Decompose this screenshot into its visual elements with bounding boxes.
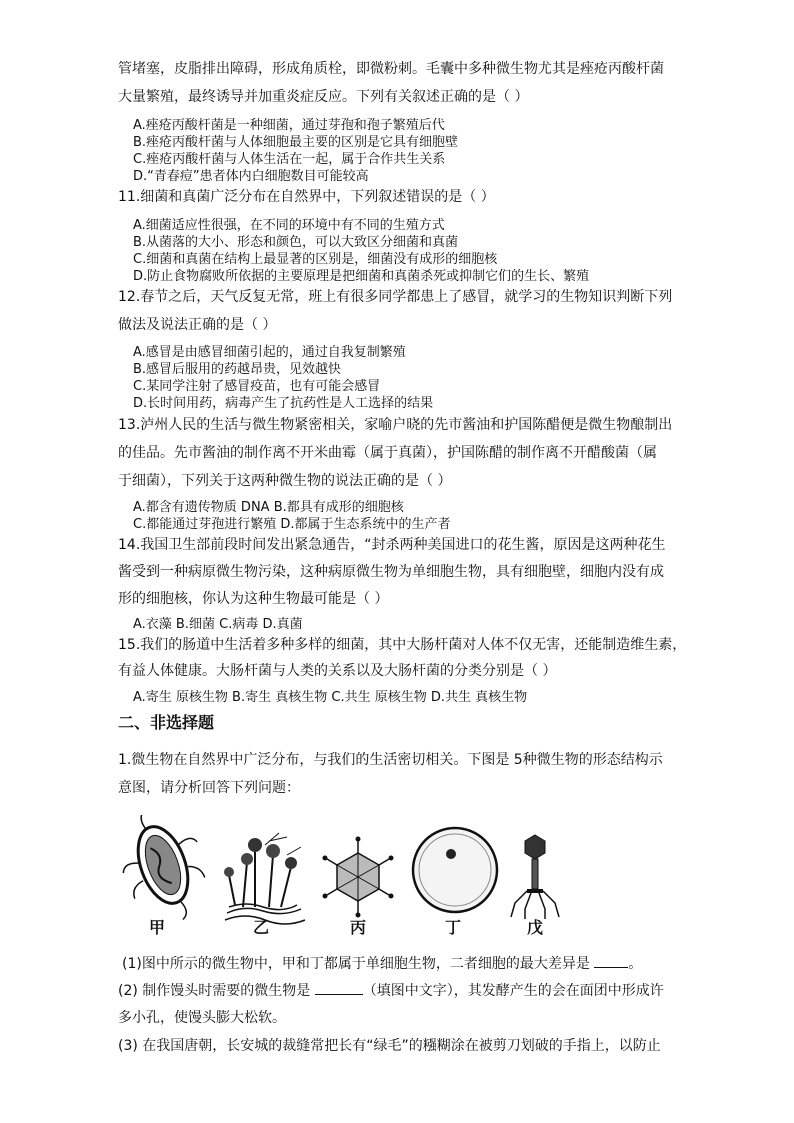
option-c: C.痤疮丙酸杆菌与人体生活在一起，属于合作共生关系: [133, 152, 446, 167]
subquestion-3: (3) 在我国唐朝，长安城的裁缝常把长有“绿毛”的糨糊涂在被剪刀划破的手指上，以防止: [118, 1038, 661, 1054]
subquestion-2-cont: 多小孔，使馒头膨大松软。: [118, 1010, 286, 1026]
subquestion-1-text: (1)图中所示的微生物中，甲和丁都属于单细胞生物，二者细胞的最大差异是: [122, 956, 590, 972]
option-b: B.感冒后服用的药越昂贵，见效越快: [133, 362, 342, 377]
question-14-stem-cont: 形的细胞核，你认为这种生物最可能是（ ）: [118, 591, 389, 607]
question-13-stem-cont: 于细菌），下列关于这两种微生物的说法正确的是（ ）: [118, 473, 452, 489]
options-abcd: A.寄生 原核生物 B.寄生 真核生物 C.共生 原核生物 D.共生 真核生物: [133, 690, 528, 705]
question-12-stem: 12.春节之后，天气反复无常，班上有很多同学都患上了感冒，就学习的生物知识判断下列: [118, 289, 673, 305]
virus-drawing: [323, 837, 394, 918]
figure-label-yi: 乙: [253, 918, 270, 937]
question-14-stem: 14.我国卫生部前段时间发出紧急通告，“封杀两种美国进口的花生酱，原因是这两种花生: [118, 537, 666, 553]
figure-label-wu: 戊: [527, 918, 544, 937]
option-c: C.某同学注射了感冒疫苗，也有可能会感冒: [133, 379, 381, 394]
option-a: A.感冒是由感冒细菌引起的，通过自我复制繁殖: [133, 345, 406, 360]
bacterium-drawing: [115, 815, 220, 933]
answer-blank[interactable]: [315, 982, 363, 995]
mold-drawing: [224, 833, 305, 924]
options-cd: C.都能通过芽孢进行繁殖 D.都属于生态系统中的生产者: [133, 517, 451, 532]
option-d: D.长时间用药，病毒产生了抗药性是人工选择的结果: [133, 396, 434, 411]
option-d: D.防止食物腐败所依据的主要原理是把细菌和真菌杀死或抑制它们的生长、繁殖: [133, 269, 590, 284]
bacteriophage-drawing: [511, 835, 559, 919]
yeast-drawing: [413, 828, 497, 912]
text-line: 管堵塞，皮脂排出障碍，形成角质栓，即微粉刺。毛囊中多种微生物尤其是痤疮丙酸杆菌: [118, 61, 664, 77]
microorganism-figure: [115, 815, 575, 945]
option-a: A.细菌适应性很强，在不同的环境中有不同的生殖方式: [133, 218, 445, 233]
option-c: C.细菌和真菌在结构上最显著的区别是，细菌没有成形的细胞核: [133, 252, 498, 267]
question-stem: 大量繁殖，最终诱导并加重炎症反应。下列有关叙述正确的是（ ）: [118, 89, 529, 105]
question-15-stem: 15.我们的肠道中生活着多种多样的细菌，其中大肠杆菌对人体不仅无害，还能制造维生素，: [118, 637, 687, 653]
question-12-stem-cont: 做法及说法正确的是（ ）: [118, 317, 277, 333]
subquestion-1-end: 。: [628, 956, 643, 972]
figure-label-bing: 丙: [350, 918, 367, 937]
question-1-stem-cont: 意图，请分析回答下列问题：: [118, 780, 300, 796]
option-d: D.“青春痘”患者体内白细胞数目可能较高: [133, 169, 369, 184]
subquestion-1: [122, 955, 642, 973]
option-b: B.痤疮丙酸杆菌与人体细胞最主要的区别是它具有细胞壁: [133, 135, 459, 150]
figure-label-ding: 丁: [445, 918, 462, 937]
figure-label-jia: 甲: [149, 918, 166, 937]
subquestion-2-text: (2) 制作馒头时需要的微生物是: [118, 983, 311, 999]
question-14-stem-cont: 酱受到一种病原微生物污染，这种病原微生物为单细胞生物，具有细胞壁，细胞内没有成: [118, 564, 664, 580]
question-1-stem: 1.微生物在自然界中广泛分布，与我们的生活密切相关。下图是 5种微生物的形态结构示: [118, 752, 663, 768]
question-13-stem: 13.泸州人民的生活与微生物紧密相关，家喻户晓的先市酱油和护国陈醋便是微生物酿制出: [118, 417, 673, 433]
question-11-stem: 11.细菌和真菌广泛分布在自然界中，下列叙述错误的是（ ）: [118, 189, 495, 205]
subquestion-2-text-cont: （填图中文字），其发酵产生的会在面团中形成许: [362, 983, 664, 999]
answer-blank[interactable]: [594, 955, 628, 968]
figure-drawings: [115, 815, 575, 945]
option-a: A.痤疮丙酸杆菌是一种细菌，通过芽孢和孢子繁殖后代: [133, 118, 445, 133]
options-ab: A.都含有遗传物质 DNA B.都具有成形的细胞核: [133, 500, 404, 515]
option-b: B.从菌落的大小、形态和颜色，可以大致区分细菌和真菌: [133, 235, 459, 250]
subquestion-2: [118, 982, 664, 1000]
section-heading: 二、非选择题: [118, 713, 215, 732]
options-abcd: A.衣藻 B.细菌 C.病毒 D.真菌: [133, 617, 303, 632]
question-15-stem-cont: 有益人体健康。大肠杆菌与人类的关系以及大肠杆菌的分类分别是（ ）: [118, 663, 557, 679]
question-13-stem-cont: 的佳品。先市酱油的制作离不开米曲霉（属于真菌），护国陈醋的制作离不开醋酸菌（属: [118, 445, 657, 461]
